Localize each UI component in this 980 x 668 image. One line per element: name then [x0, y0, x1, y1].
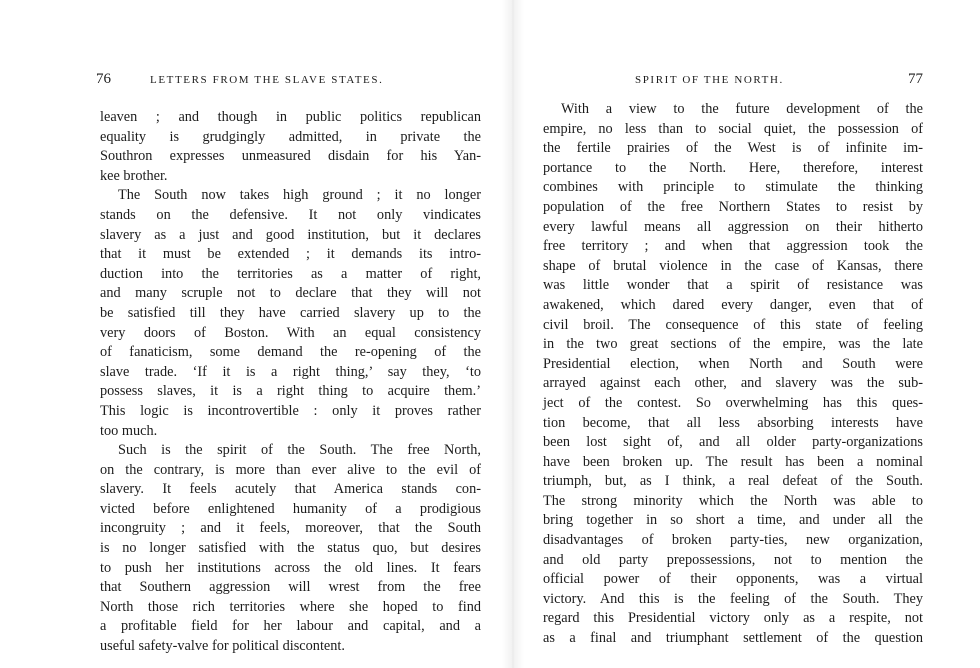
text-line: ject of the contest. So overwhelming has this ques- [543, 394, 923, 411]
left-page-number: 76 [96, 71, 111, 87]
text-line: portance to the North. Here, therefore, interest [543, 159, 923, 176]
text-line: as a final and triumphant settlement of the question [543, 630, 923, 647]
text-line: to push her institutions across the old lines. It fears [100, 559, 481, 576]
text-line: empire, no less than to social quiet, the possession of [543, 120, 923, 137]
text-line: combines with principle to stimulate the thinking [543, 179, 923, 196]
text-line: free territory ; and when that aggression took the [543, 238, 923, 255]
text-line: civil broil. The consequence of this state of feeling [543, 316, 923, 333]
right-running-title: SPIRIT OF THE NORTH. [635, 74, 784, 86]
text-line: too much. [100, 422, 158, 439]
text-line: population of the free Northern States to resist by [543, 198, 923, 215]
right-page-header [543, 71, 923, 94]
text-line: in the two great sections of the empire, was the late [543, 336, 923, 353]
text-line: Southron expresses unmeasured disdain for his Yan- [100, 148, 481, 165]
text-line: Such is the spirit of the South. The free North, [118, 442, 481, 459]
text-line: North those rich territories where she hoped to find [100, 598, 481, 615]
text-line: that it must be extended ; it demands its intro- [100, 246, 481, 263]
text-line: regard this Presidential victory only as a respite, not [543, 610, 923, 627]
text-line: arrayed against each other, and slavery was the sub- [543, 375, 923, 392]
text-line: a profitable field for her labour and capital, and a [100, 618, 481, 635]
text-line: bring together in so short a time, and under all the [543, 512, 923, 529]
right-page-text [543, 100, 923, 649]
text-line: been lost sight of, and all older party-organizations [543, 434, 923, 451]
text-line: leaven ; and though in public politics republican [100, 109, 481, 125]
right-page-number: 77 [908, 71, 923, 87]
text-line: incongruity ; and it feels, moreover, that the South [100, 520, 481, 537]
text-line: equality is grudgingly admitted, in private the [100, 128, 481, 145]
text-line: slavery. It feels acutely that America stands con- [100, 481, 481, 498]
text-line: that Southern aggression will wrest from the free [100, 579, 481, 596]
text-line: very doors of Boston. With an equal consistency [100, 324, 481, 341]
text-line: This logic is incontrovertible : only it proves rather [100, 402, 481, 419]
text-line: triumph, but, as I think, a real defeat of the South. [543, 473, 923, 490]
text-line: disadvantages of broken party-ties, new organization, [543, 532, 923, 549]
text-line: useful safety-valve for political discontent. [100, 638, 345, 655]
text-line: slavery as a just and good institution, but it declares [100, 226, 481, 243]
text-line: possess slaves, it is a right thing to acquire them.’ [100, 383, 481, 400]
text-line: victed before enlightened humanity of a prodigious [100, 500, 481, 517]
text-line: With a view to the future development of the [561, 101, 923, 117]
text-line: on the contrary, is more than ever alive to the evil of [100, 461, 481, 478]
text-line: official power of their opponents, was a virtual [543, 571, 923, 588]
text-line: The strong minority which the North was able to [543, 492, 923, 509]
text-line: kee brother. [100, 167, 168, 184]
text-line: every lawful means all aggression on their hitherto [543, 218, 923, 235]
left-running-title: LETTERS FROM THE SLAVE STATES. [150, 74, 384, 86]
text-line: victory. And this is the feeling of the South. They [543, 590, 923, 607]
text-line: the fertile prairies of the West is of infinite im- [543, 140, 923, 157]
text-line: of fanaticism, some demand the re-opening of the [100, 344, 481, 361]
text-line: duction into the territories as a matter of right, [100, 265, 481, 282]
left-page-text [100, 108, 481, 657]
text-line: slave trade. ‘If it is a right thing,’ say they, ‘to [100, 363, 481, 380]
text-line: have been broken up. The result has been a nominal [543, 453, 923, 470]
book-gutter [502, 0, 524, 668]
text-line: and many scruple not to declare that they will not [100, 285, 481, 302]
text-line: tion become, that all less absorbing interests have [543, 414, 923, 431]
text-line: and old party prepossessions, not to mention the [543, 551, 923, 568]
text-line: is no longer satisfied with the status quo, but desires [100, 540, 481, 557]
text-line: was little wonder that a spirit of resistance was [543, 277, 923, 294]
text-line: Presidential election, when North and South were [543, 355, 923, 372]
text-line: shape of brutal violence in the case of Kansas, there [543, 257, 923, 274]
text-line: awakened, which dared every danger, even that of [543, 296, 923, 313]
text-line: be satisfied till they have carried slavery up to the [100, 304, 481, 321]
left-page-header [96, 71, 481, 94]
text-line: stands on the defensive. It not only vindicates [100, 206, 481, 223]
text-line: The South now takes high ground ; it no longer [118, 187, 481, 204]
